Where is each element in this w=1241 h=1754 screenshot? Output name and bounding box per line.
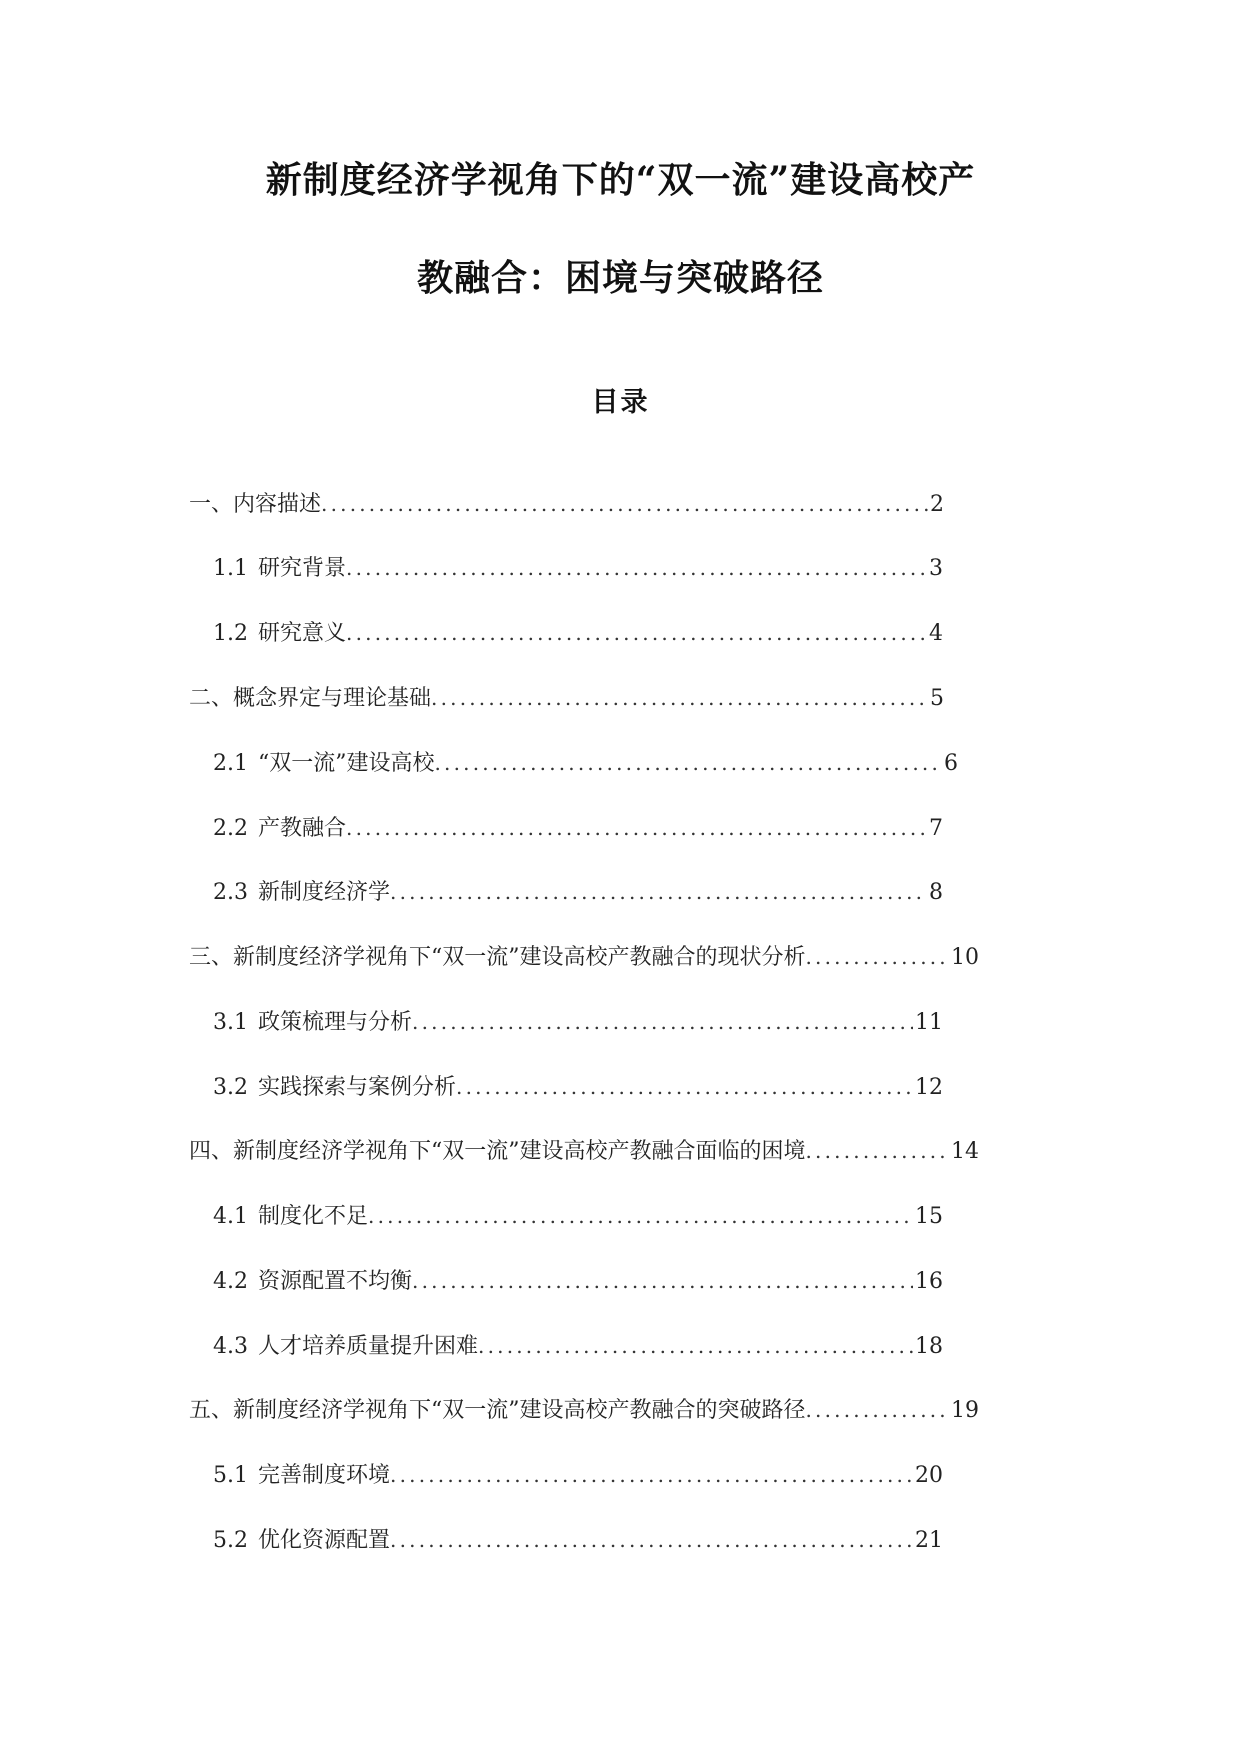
toc-entry-5-2[interactable] (213, 1524, 943, 1556)
toc-leader-dots (456, 1071, 913, 1103)
toc-entry-number: 5.2 (213, 1528, 248, 1553)
toc-entry-5-1[interactable] (213, 1459, 943, 1491)
toc-leader-dots (346, 617, 927, 649)
toc-entry-4-3[interactable] (213, 1330, 943, 1362)
toc-leader-dots (806, 1394, 950, 1426)
toc-entry-2-2[interactable] (213, 812, 943, 844)
toc-entry-title: 完善制度环境 (258, 1463, 391, 1488)
toc-entry-3-2[interactable] (213, 1071, 943, 1103)
toc-entry-number: 1.1 (213, 556, 248, 581)
toc-page-number: 6 (944, 751, 958, 776)
toc-page-number: 3 (929, 556, 943, 581)
toc-entry-number: 1.2 (213, 621, 248, 646)
toc-page-number: 10 (951, 945, 979, 970)
toc-leader-dots (321, 488, 928, 520)
toc-page-number: 2 (930, 492, 944, 517)
toc-entry-title: 新制度经济学 (258, 880, 391, 905)
toc-leader-dots (390, 1459, 913, 1491)
toc-entry-number: 4.1 (213, 1204, 248, 1229)
document-title-line-1: 新制度经济学视角下的“双一流”建设高校产 (265, 159, 976, 201)
toc-leader-dots (346, 552, 927, 584)
toc-entry-title: 研究意义 (258, 621, 347, 646)
toc-entry-number: 2.3 (213, 880, 248, 905)
toc-entry-title: 产教融合 (258, 816, 347, 841)
toc-entry-title: 人才培养质量提升困难 (258, 1334, 479, 1359)
toc-page-number: 14 (951, 1139, 979, 1164)
toc-entry-4-1[interactable] (213, 1200, 943, 1232)
toc-page-number: 4 (929, 621, 943, 646)
toc-leader-dots (478, 1330, 913, 1362)
toc-entry-2-1[interactable] (213, 747, 958, 779)
toc-entry-section-5[interactable] (189, 1394, 979, 1426)
toc-entry-section-1[interactable] (189, 488, 944, 520)
toc-page-number: 7 (929, 816, 943, 841)
toc-leader-dots (368, 1200, 913, 1232)
toc-leader-dots (346, 812, 927, 844)
toc-page-number: 12 (915, 1075, 943, 1100)
toc-entry-1-1[interactable] (213, 552, 943, 584)
toc-entry-title: 研究背景 (258, 556, 347, 581)
toc-entry-title: 政策梳理与分析 (258, 1010, 413, 1035)
toc-entry-title: 五、新制度经济学视角下“双一流”建设高校产教融合的突破路径 (189, 1398, 806, 1423)
toc-leader-dots (412, 1006, 913, 1038)
toc-leader-dots (390, 876, 927, 908)
toc-entry-title: “双一流”建设高校 (258, 751, 435, 776)
toc-entry-number: 3.1 (213, 1010, 248, 1035)
toc-page-number: 15 (915, 1204, 943, 1229)
toc-entry-title: 四、新制度经济学视角下“双一流”建设高校产教融合面临的困境 (189, 1139, 806, 1164)
toc-entry-title: 一、内容描述 (189, 492, 322, 517)
toc-entry-title: 优化资源配置 (258, 1528, 391, 1553)
toc-entry-number: 4.3 (213, 1334, 248, 1359)
toc-entry-2-3[interactable] (213, 876, 943, 908)
toc-entry-number: 2.1 (213, 751, 248, 776)
toc-page-number: 8 (929, 880, 943, 905)
toc-page-number: 5 (930, 686, 944, 711)
toc-leader-dots (806, 941, 950, 973)
toc-page-number: 11 (915, 1010, 943, 1035)
toc-entry-number: 4.2 (213, 1269, 248, 1294)
toc-page-number: 16 (915, 1269, 943, 1294)
toc-entry-number: 3.2 (213, 1075, 248, 1100)
toc-page-number: 19 (951, 1398, 979, 1423)
toc-entry-4-2[interactable] (213, 1265, 943, 1297)
toc-leader-dots (431, 682, 928, 714)
toc-entry-section-4[interactable] (189, 1135, 979, 1167)
document-title-line-2: 教融合：困境与突破路径 (416, 257, 824, 299)
toc-page-number: 20 (915, 1463, 943, 1488)
toc-entry-title: 资源配置不均衡 (258, 1269, 413, 1294)
toc-entry-1-2[interactable] (213, 617, 943, 649)
toc-leader-dots (806, 1135, 950, 1167)
toc-page-number: 18 (915, 1334, 943, 1359)
toc-entry-title: 三、新制度经济学视角下“双一流”建设高校产教融合的现状分析 (189, 945, 806, 970)
toc-heading: 目录 (591, 387, 650, 418)
toc-entry-section-3[interactable] (189, 941, 979, 973)
toc-entry-title: 制度化不足 (258, 1204, 369, 1229)
toc-entry-3-1[interactable] (213, 1006, 943, 1038)
toc-entry-title: 实践探索与案例分析 (258, 1075, 457, 1100)
toc-entry-section-2[interactable] (189, 682, 944, 714)
toc-leader-dots (390, 1524, 913, 1556)
toc-leader-dots (435, 747, 943, 779)
toc-leader-dots (412, 1265, 913, 1297)
toc-entry-number: 5.1 (213, 1463, 248, 1488)
toc-entry-number: 2.2 (213, 816, 248, 841)
toc-entry-title: 二、概念界定与理论基础 (189, 686, 432, 711)
toc-page-number: 21 (915, 1528, 943, 1553)
